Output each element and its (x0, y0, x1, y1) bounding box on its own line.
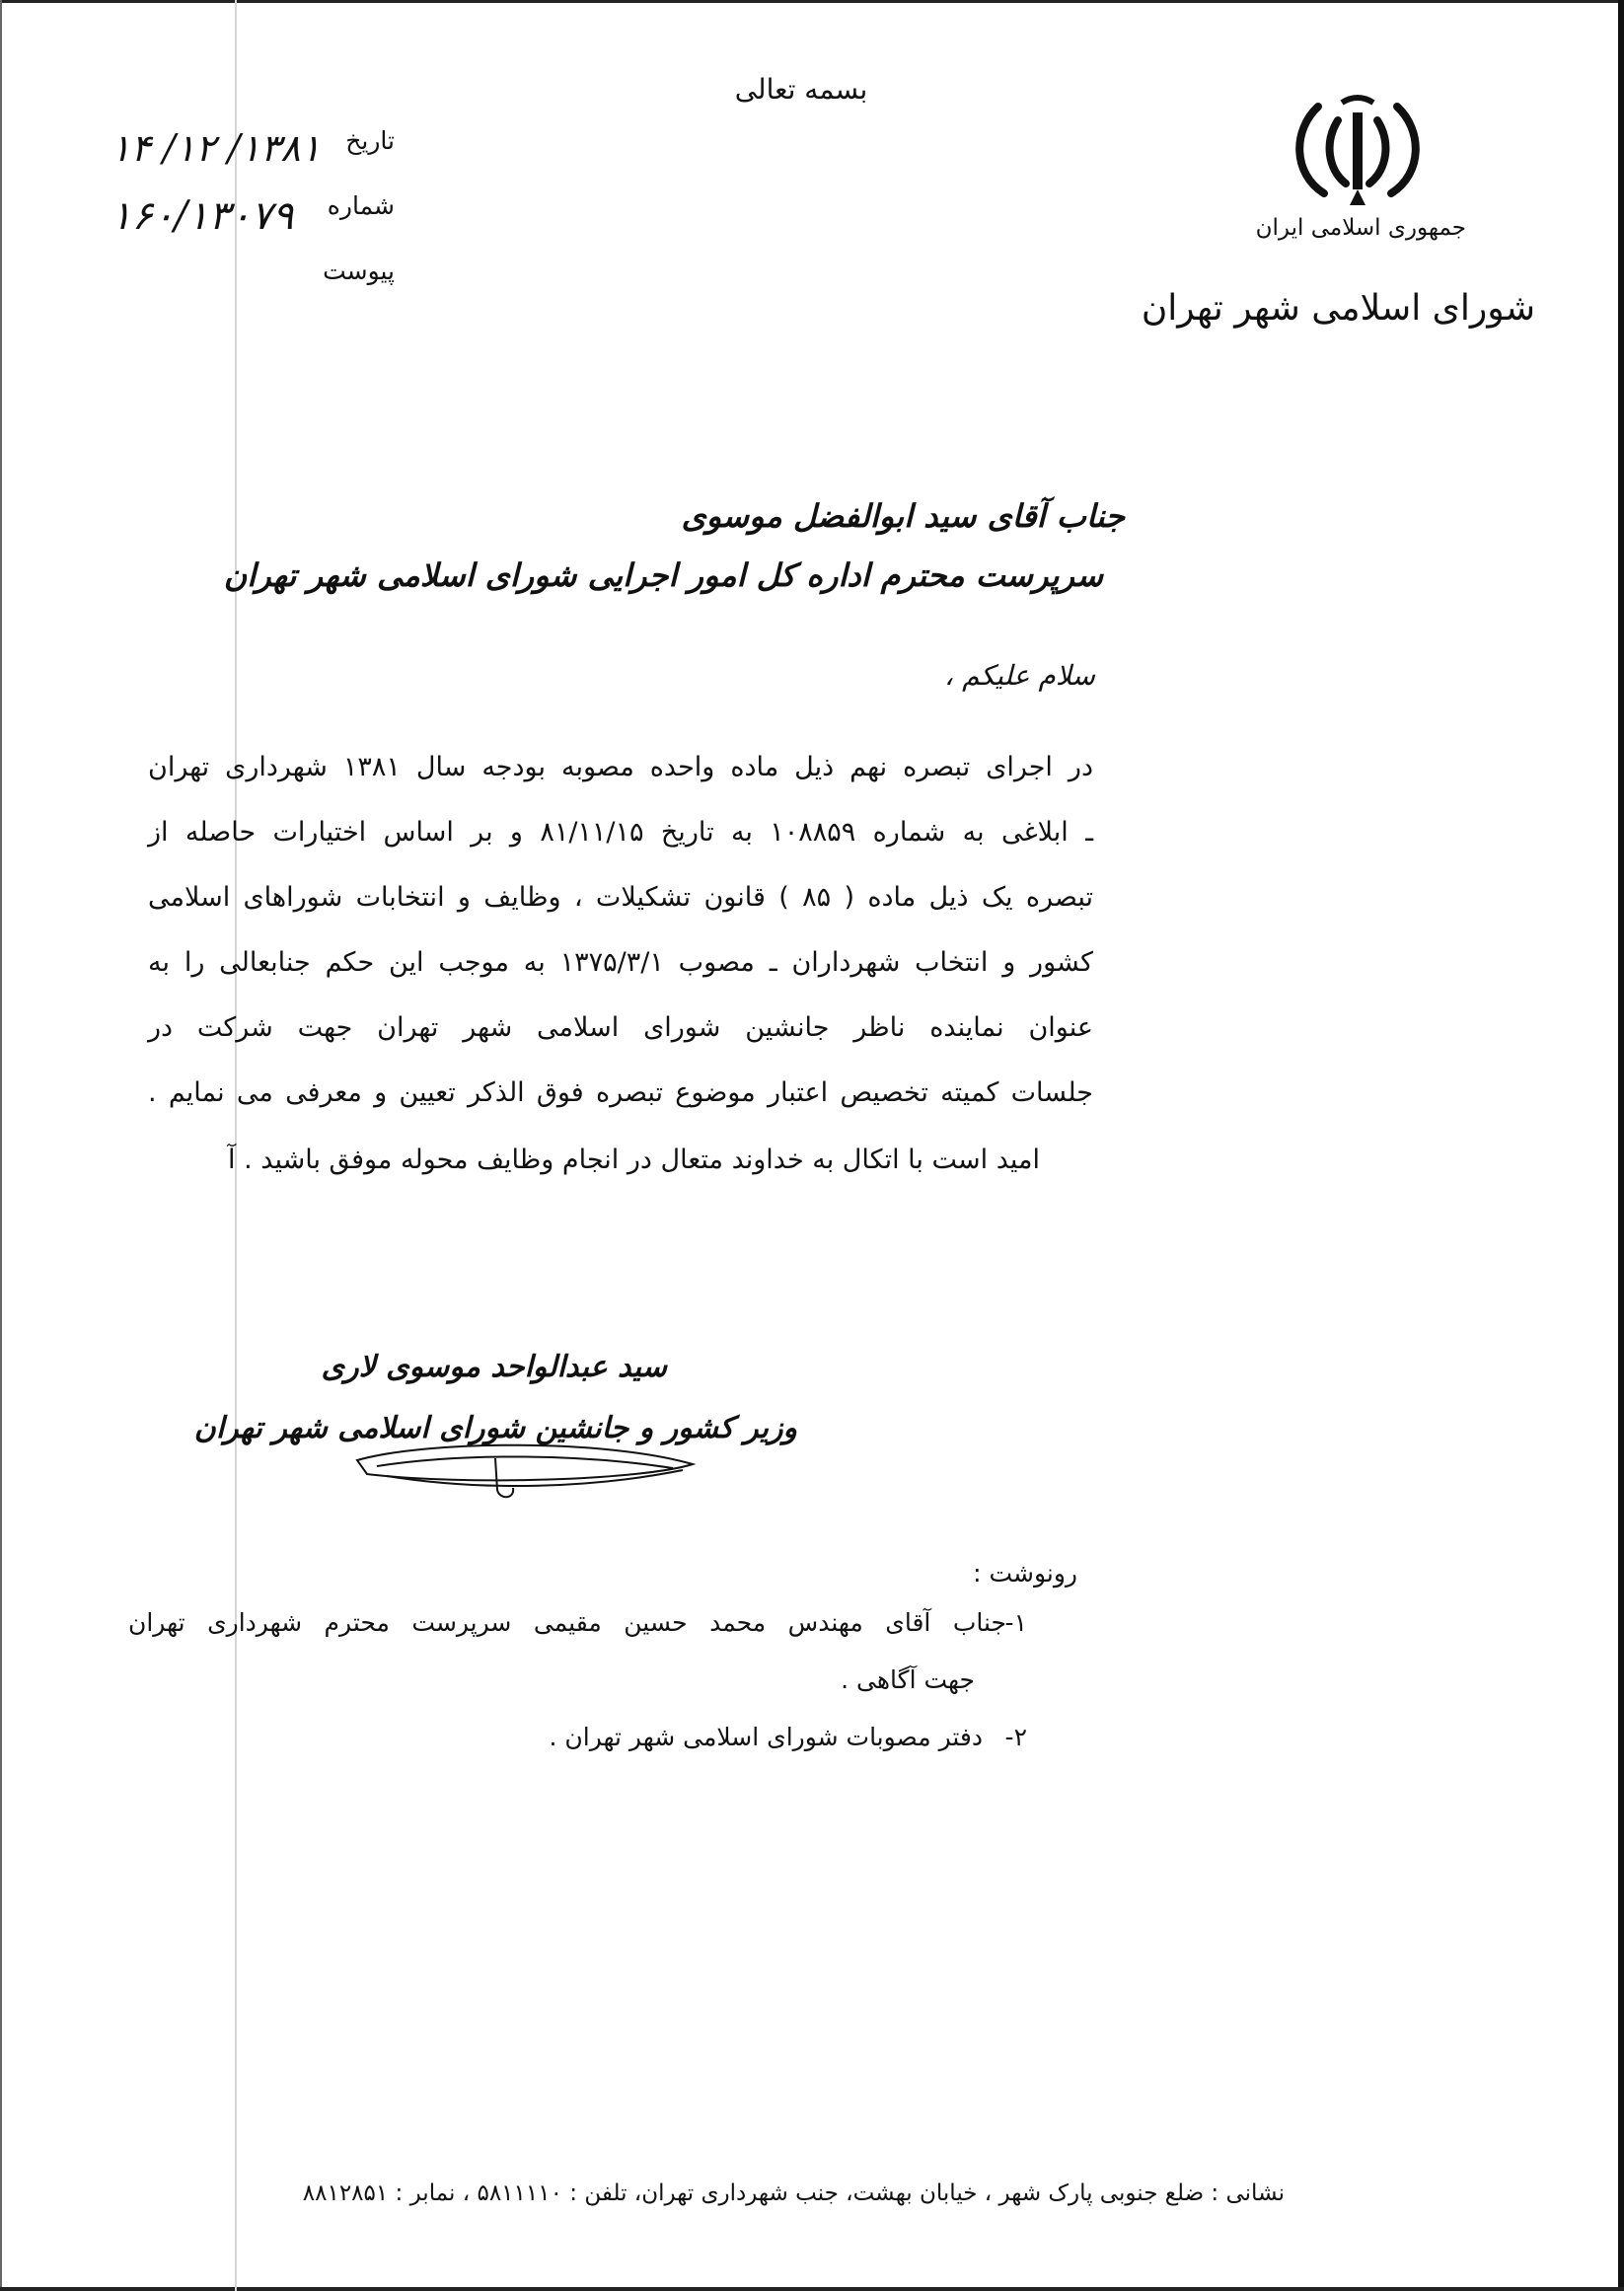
body-line: تبصره یک ذیل ماده ( ۸۵ ) قانون تشکیلات ، وظایف و انتخابات شوراهای اسلامی (148, 882, 1093, 913)
date-value: ۱۳۸۱/ ۱۲/ ۱۴ (111, 126, 322, 170)
number-value: ۱۶۰/۱۳۰۷۹ (111, 193, 294, 239)
number-label: شماره (327, 191, 395, 220)
page-border-top (0, 0, 1624, 3)
page-border-right (1618, 0, 1624, 2291)
council-title: شورای اسلامی شهر تهران (1141, 288, 1535, 329)
signer-title: وزیر کشور و جانشین شورای اسلامی شهر تهران (193, 1411, 797, 1445)
invocation: بسمه تعالی (734, 73, 868, 106)
page-border-left (0, 0, 2, 2291)
cc-item-continuation: جهت آگاهی . (841, 1665, 975, 1694)
recipient-name: جناب آقای سید ابوالفضل موسوی (681, 497, 1125, 535)
body-line: جلسات کمیته تخصیص اعتبار موضوع تبصره فوق الذکر تعیین و معرفی می نمایم . (148, 1077, 1093, 1108)
page-border-bottom (0, 2287, 1624, 2291)
cc-item-text: جناب آقای مهندس محمد حسین مقیمی سرپرست محترم شهرداری تهران (128, 1608, 1006, 1637)
body-line: عنوان نماینده ناظر جانشین شورای اسلامی شهر تهران جهت شرکت در (148, 1012, 1093, 1043)
body-line: ـ ابلاغی به شماره ۱۰۸۸۵۹ به تاریخ ۸۱/۱۱/۱۵ و بر اساس اختیارات حاصله از (148, 817, 1093, 848)
attachment-label: پیوست (323, 257, 395, 285)
footer-address: نشانی : ضلع جنوبی پارک شهر ، خیابان بهشت، جنب شهرداری تهران، تلفن : ۵۸۱۱۱۱۰ ، نمابر : ۸۸۱۲۸۵۱ (302, 2180, 1285, 2206)
body-line: کشور و انتخاب شهرداران ـ مصوب ۱۳۷۵/۳/۱ به موجب این حکم جنابعالی را به (148, 947, 1093, 978)
cc-item-text: دفتر مصوبات شورای اسلامی شهر تهران . (549, 1723, 983, 1751)
recipient-title: سرپرست محترم اداره کل امور اجرایی شورای اسلامی شهر تهران (223, 556, 1103, 594)
body-line: در اجرای تبصره نهم ذیل ماده واحده مصوبه بودجه سال ۱۳۸۱ شهرداری تهران (148, 752, 1093, 782)
closing-line: امید است با اتکال به خداوند متعال در انجام وظایف محوله موفق باشید . آ (228, 1145, 1040, 1175)
cc-item-number: ۲- (1004, 1723, 1027, 1751)
date-label: تاریخ (345, 126, 395, 155)
cc-item-number: ۱- (1004, 1608, 1027, 1637)
cc-label: رونوشت : (973, 1559, 1077, 1588)
greeting: سلام علیکم ، (944, 659, 1095, 692)
letter-meta-labels (312, 126, 395, 322)
signer-name: سید عبدالواحد موسوی لاری (321, 1350, 667, 1384)
letter-body (148, 752, 1093, 1143)
national-emblem-icon (1285, 91, 1431, 209)
handwritten-signature (347, 1431, 702, 1510)
country-name: جمهوری اسلامی ایران (1255, 215, 1466, 241)
